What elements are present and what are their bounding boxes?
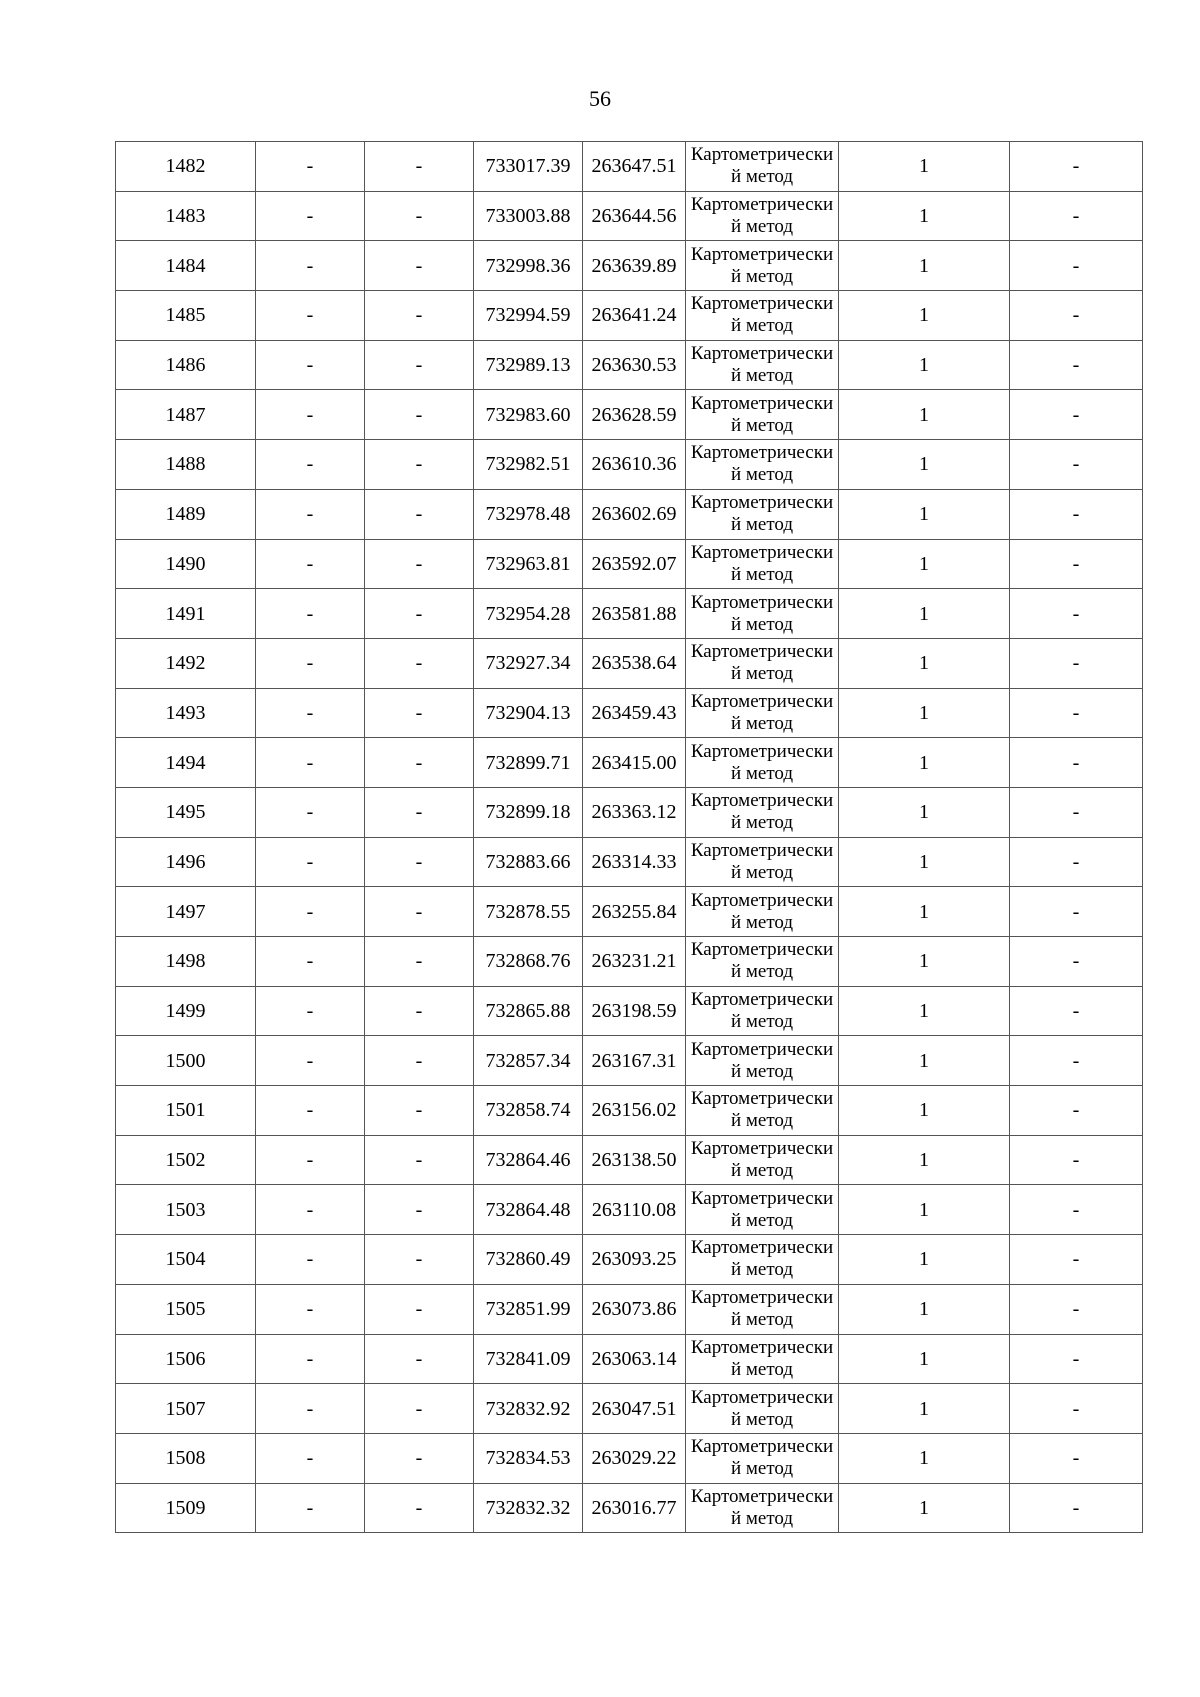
empty-dash-cell: - [365,1284,474,1334]
method-cell: Картометрический метод [686,489,839,539]
x-coordinate-cell: 732983.60 [474,390,583,440]
x-coordinate-cell: 732899.71 [474,738,583,788]
table-row [116,539,1143,589]
table-row [116,1334,1143,1384]
page-number: 56 [589,86,611,111]
table-row [116,1135,1143,1185]
y-coordinate-cell: 263628.59 [583,390,686,440]
accuracy-cell: 1 [839,1384,1010,1434]
method-cell: Картометрический метод [686,1384,839,1434]
y-coordinate-cell: 263156.02 [583,1086,686,1136]
description-cell: - [1010,1086,1143,1136]
accuracy-cell: 1 [839,489,1010,539]
table-row [116,1235,1143,1285]
y-coordinate-cell: 263459.43 [583,688,686,738]
point-number-cell: 1491 [116,589,256,639]
table-row [116,291,1143,341]
y-coordinate-cell: 263063.14 [583,1334,686,1384]
y-coordinate-cell: 263581.88 [583,589,686,639]
empty-dash-cell: - [365,937,474,987]
empty-dash-cell: - [365,688,474,738]
description-cell: - [1010,291,1143,341]
y-coordinate-cell: 263016.77 [583,1483,686,1533]
description-cell: - [1010,142,1143,192]
description-cell: - [1010,539,1143,589]
empty-dash-cell: - [365,1135,474,1185]
accuracy-cell: 1 [839,1334,1010,1384]
empty-dash-cell: - [256,787,365,837]
empty-dash-cell: - [256,1235,365,1285]
point-number-cell: 1498 [116,937,256,987]
description-cell: - [1010,1036,1143,1086]
point-number-cell: 1489 [116,489,256,539]
method-cell: Картометрический метод [686,1483,839,1533]
empty-dash-cell: - [256,340,365,390]
y-coordinate-cell: 263073.86 [583,1284,686,1334]
empty-dash-cell: - [256,837,365,887]
y-coordinate-cell: 263047.51 [583,1384,686,1434]
accuracy-cell: 1 [839,738,1010,788]
empty-dash-cell: - [256,1086,365,1136]
accuracy-cell: 1 [839,1483,1010,1533]
method-cell: Картометрический метод [686,937,839,987]
method-cell: Картометрический метод [686,1334,839,1384]
accuracy-cell: 1 [839,1185,1010,1235]
table-row [116,589,1143,639]
empty-dash-cell: - [365,1086,474,1136]
accuracy-cell: 1 [839,887,1010,937]
x-coordinate-cell: 732860.49 [474,1235,583,1285]
table-body [116,142,1143,1533]
empty-dash-cell: - [256,688,365,738]
empty-dash-cell: - [365,787,474,837]
method-cell: Картометрический метод [686,191,839,241]
y-coordinate-cell: 263029.22 [583,1433,686,1483]
point-number-cell: 1494 [116,738,256,788]
point-number-cell: 1483 [116,191,256,241]
point-number-cell: 1501 [116,1086,256,1136]
accuracy-cell: 1 [839,1086,1010,1136]
accuracy-cell: 1 [839,440,1010,490]
empty-dash-cell: - [256,1284,365,1334]
description-cell: - [1010,390,1143,440]
description-cell: - [1010,837,1143,887]
method-cell: Картометрический метод [686,738,839,788]
empty-dash-cell: - [365,1036,474,1086]
accuracy-cell: 1 [839,1235,1010,1285]
x-coordinate-cell: 732994.59 [474,291,583,341]
x-coordinate-cell: 733003.88 [474,191,583,241]
y-coordinate-cell: 263592.07 [583,539,686,589]
y-coordinate-cell: 263538.64 [583,638,686,688]
method-cell: Картометрический метод [686,1135,839,1185]
description-cell: - [1010,489,1143,539]
description-cell: - [1010,1384,1143,1434]
point-number-cell: 1487 [116,390,256,440]
description-cell: - [1010,440,1143,490]
point-number-cell: 1493 [116,688,256,738]
y-coordinate-cell: 263231.21 [583,937,686,987]
description-cell: - [1010,1284,1143,1334]
accuracy-cell: 1 [839,1284,1010,1334]
description-cell: - [1010,241,1143,291]
x-coordinate-cell: 732899.18 [474,787,583,837]
point-number-cell: 1482 [116,142,256,192]
point-number-cell: 1500 [116,1036,256,1086]
x-coordinate-cell: 732865.88 [474,986,583,1036]
empty-dash-cell: - [256,1433,365,1483]
description-cell: - [1010,191,1143,241]
accuracy-cell: 1 [839,638,1010,688]
empty-dash-cell: - [256,1185,365,1235]
y-coordinate-cell: 263363.12 [583,787,686,837]
x-coordinate-cell: 732954.28 [474,589,583,639]
method-cell: Картометрический метод [686,688,839,738]
table-row [116,738,1143,788]
x-coordinate-cell: 732982.51 [474,440,583,490]
accuracy-cell: 1 [839,688,1010,738]
table-row [116,340,1143,390]
point-number-cell: 1492 [116,638,256,688]
table-row [116,241,1143,291]
y-coordinate-cell: 263138.50 [583,1135,686,1185]
table-row [116,440,1143,490]
point-number-cell: 1508 [116,1433,256,1483]
table-row [116,191,1143,241]
method-cell: Картометрический метод [686,291,839,341]
empty-dash-cell: - [365,1433,474,1483]
method-cell: Картометрический метод [686,1433,839,1483]
method-cell: Картометрический метод [686,390,839,440]
empty-dash-cell: - [256,440,365,490]
method-cell: Картометрический метод [686,1185,839,1235]
point-number-cell: 1497 [116,887,256,937]
description-cell: - [1010,1334,1143,1384]
empty-dash-cell: - [256,1384,365,1434]
accuracy-cell: 1 [839,937,1010,987]
empty-dash-cell: - [256,887,365,937]
y-coordinate-cell: 263415.00 [583,738,686,788]
empty-dash-cell: - [365,539,474,589]
empty-dash-cell: - [365,837,474,887]
accuracy-cell: 1 [839,837,1010,887]
table-row [116,1483,1143,1533]
x-coordinate-cell: 732989.13 [474,340,583,390]
x-coordinate-cell: 732883.66 [474,837,583,887]
accuracy-cell: 1 [839,191,1010,241]
empty-dash-cell: - [365,738,474,788]
x-coordinate-cell: 732834.53 [474,1433,583,1483]
point-number-cell: 1504 [116,1235,256,1285]
x-coordinate-cell: 732858.74 [474,1086,583,1136]
table-row [116,837,1143,887]
table-row [116,1086,1143,1136]
table-row [116,489,1143,539]
table-row [116,1284,1143,1334]
table-row [116,1384,1143,1434]
description-cell: - [1010,1433,1143,1483]
accuracy-cell: 1 [839,589,1010,639]
empty-dash-cell: - [256,142,365,192]
y-coordinate-cell: 263093.25 [583,1235,686,1285]
table-row [116,986,1143,1036]
empty-dash-cell: - [256,937,365,987]
point-number-cell: 1490 [116,539,256,589]
empty-dash-cell: - [256,738,365,788]
y-coordinate-cell: 263630.53 [583,340,686,390]
table-row [116,887,1143,937]
description-cell: - [1010,340,1143,390]
empty-dash-cell: - [365,241,474,291]
method-cell: Картометрический метод [686,142,839,192]
point-number-cell: 1486 [116,340,256,390]
accuracy-cell: 1 [839,1433,1010,1483]
x-coordinate-cell: 732832.32 [474,1483,583,1533]
point-number-cell: 1509 [116,1483,256,1533]
description-cell: - [1010,738,1143,788]
method-cell: Картометрический метод [686,837,839,887]
empty-dash-cell: - [365,887,474,937]
point-number-cell: 1499 [116,986,256,1036]
table-row [116,390,1143,440]
empty-dash-cell: - [256,489,365,539]
method-cell: Картометрический метод [686,638,839,688]
empty-dash-cell: - [256,191,365,241]
accuracy-cell: 1 [839,142,1010,192]
coordinates-table [115,141,1143,1533]
empty-dash-cell: - [365,1384,474,1434]
method-cell: Картометрический метод [686,1086,839,1136]
empty-dash-cell: - [365,1334,474,1384]
method-cell: Картометрический метод [686,986,839,1036]
x-coordinate-cell: 732963.81 [474,539,583,589]
y-coordinate-cell: 263644.56 [583,191,686,241]
method-cell: Картометрический метод [686,1235,839,1285]
empty-dash-cell: - [256,1483,365,1533]
y-coordinate-cell: 263198.59 [583,986,686,1036]
point-number-cell: 1488 [116,440,256,490]
y-coordinate-cell: 263167.31 [583,1036,686,1086]
empty-dash-cell: - [256,390,365,440]
y-coordinate-cell: 263641.24 [583,291,686,341]
table-row [116,1433,1143,1483]
table-row [116,1185,1143,1235]
empty-dash-cell: - [256,638,365,688]
x-coordinate-cell: 732868.76 [474,937,583,987]
y-coordinate-cell: 263255.84 [583,887,686,937]
x-coordinate-cell: 733017.39 [474,142,583,192]
x-coordinate-cell: 732978.48 [474,489,583,539]
accuracy-cell: 1 [839,340,1010,390]
y-coordinate-cell: 263647.51 [583,142,686,192]
empty-dash-cell: - [365,589,474,639]
y-coordinate-cell: 263639.89 [583,241,686,291]
empty-dash-cell: - [365,340,474,390]
table-row [116,787,1143,837]
y-coordinate-cell: 263602.69 [583,489,686,539]
empty-dash-cell: - [256,1036,365,1086]
empty-dash-cell: - [256,1135,365,1185]
accuracy-cell: 1 [839,986,1010,1036]
empty-dash-cell: - [365,142,474,192]
description-cell: - [1010,1135,1143,1185]
table-row [116,142,1143,192]
empty-dash-cell: - [256,539,365,589]
empty-dash-cell: - [365,390,474,440]
accuracy-cell: 1 [839,390,1010,440]
point-number-cell: 1485 [116,291,256,341]
description-cell: - [1010,986,1143,1036]
empty-dash-cell: - [365,986,474,1036]
accuracy-cell: 1 [839,1036,1010,1086]
x-coordinate-cell: 732927.34 [474,638,583,688]
method-cell: Картометрический метод [686,887,839,937]
empty-dash-cell: - [365,1185,474,1235]
empty-dash-cell: - [256,1334,365,1384]
description-cell: - [1010,589,1143,639]
method-cell: Картометрический метод [686,241,839,291]
empty-dash-cell: - [256,986,365,1036]
x-coordinate-cell: 732857.34 [474,1036,583,1086]
description-cell: - [1010,1483,1143,1533]
accuracy-cell: 1 [839,1135,1010,1185]
description-cell: - [1010,1185,1143,1235]
empty-dash-cell: - [256,291,365,341]
method-cell: Картометрический метод [686,539,839,589]
description-cell: - [1010,787,1143,837]
empty-dash-cell: - [256,241,365,291]
empty-dash-cell: - [365,1483,474,1533]
point-number-cell: 1506 [116,1334,256,1384]
x-coordinate-cell: 732904.13 [474,688,583,738]
point-number-cell: 1495 [116,787,256,837]
description-cell: - [1010,688,1143,738]
x-coordinate-cell: 732998.36 [474,241,583,291]
x-coordinate-cell: 732864.46 [474,1135,583,1185]
table-row [116,638,1143,688]
empty-dash-cell: - [256,589,365,639]
x-coordinate-cell: 732832.92 [474,1384,583,1434]
point-number-cell: 1502 [116,1135,256,1185]
y-coordinate-cell: 263610.36 [583,440,686,490]
point-number-cell: 1503 [116,1185,256,1235]
accuracy-cell: 1 [839,539,1010,589]
method-cell: Картометрический метод [686,440,839,490]
table-row [116,688,1143,738]
x-coordinate-cell: 732841.09 [474,1334,583,1384]
empty-dash-cell: - [365,191,474,241]
method-cell: Картометрический метод [686,787,839,837]
point-number-cell: 1507 [116,1384,256,1434]
description-cell: - [1010,638,1143,688]
description-cell: - [1010,1235,1143,1285]
accuracy-cell: 1 [839,291,1010,341]
empty-dash-cell: - [365,440,474,490]
empty-dash-cell: - [365,638,474,688]
table-row [116,937,1143,987]
y-coordinate-cell: 263110.08 [583,1185,686,1235]
description-cell: - [1010,937,1143,987]
accuracy-cell: 1 [839,241,1010,291]
description-cell: - [1010,887,1143,937]
method-cell: Картометрический метод [686,1284,839,1334]
x-coordinate-cell: 732878.55 [474,887,583,937]
point-number-cell: 1496 [116,837,256,887]
accuracy-cell: 1 [839,787,1010,837]
y-coordinate-cell: 263314.33 [583,837,686,887]
method-cell: Картометрический метод [686,340,839,390]
method-cell: Картометрический метод [686,589,839,639]
point-number-cell: 1484 [116,241,256,291]
point-number-cell: 1505 [116,1284,256,1334]
empty-dash-cell: - [365,1235,474,1285]
table-row [116,1036,1143,1086]
x-coordinate-cell: 732851.99 [474,1284,583,1334]
x-coordinate-cell: 732864.48 [474,1185,583,1235]
method-cell: Картометрический метод [686,1036,839,1086]
empty-dash-cell: - [365,489,474,539]
empty-dash-cell: - [365,291,474,341]
